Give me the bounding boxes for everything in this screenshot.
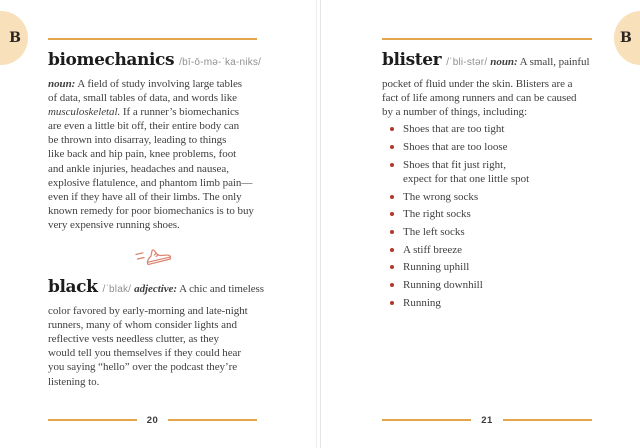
definition-line [48,360,260,374]
definition-line [48,91,260,105]
list-item-line: Running downhill [403,279,483,292]
entry-headline [48,276,264,301]
bullet-icon [390,212,394,216]
list-item-text [403,122,504,136]
definition-text-segment: color favored by early-morning and late-night [48,305,248,318]
definition-text-segment: you saying “hello” over the podcast they’re [48,361,238,374]
definition-line [382,91,594,105]
definition-line [48,133,260,147]
entry-biomechanics [48,49,260,232]
list-item [390,278,594,292]
definition-text-segment: runners, many of whom consider lights and [48,319,237,332]
definition-text-segment: by a number of things, including: [382,106,527,119]
list-item-line: Running uphill [403,261,470,274]
definition-line [382,105,594,119]
list-item-text [403,190,478,204]
definition-line [48,105,260,119]
definition-line [48,375,260,389]
definition-line [48,218,260,232]
bullet-icon [390,195,394,199]
definition-text-segment: very expensive running shoes. [48,218,180,231]
section-letter-tab-right [614,11,640,65]
entry-definition [48,77,260,232]
section-letter: B [9,30,21,46]
entry-headline [48,49,260,74]
footer-rule [48,419,137,420]
definition-text-segment: If a runner’s biomechanics [120,106,240,119]
bullet-icon [390,145,394,149]
list-item-text [403,140,507,154]
entry-divider [48,242,257,271]
definition-line [48,190,260,204]
entry-definition [382,77,594,119]
definition-text-segment: known remedy for poor biomechanics is to buy [48,204,254,217]
list-item-text [403,260,469,274]
list-item-text [403,243,462,257]
definition-text-segment: be thrown into disarray, leading to things [48,134,227,147]
list-item [390,122,594,136]
list-item [390,260,594,274]
definition-line [48,304,260,318]
list-item [390,140,594,154]
definition-line [48,204,260,218]
definition-text-segment: A field of study involving large tables [75,78,243,90]
list-item [390,225,594,239]
section-letter-tab-left [0,11,28,65]
headword: black [48,277,98,298]
header-rule-right-page [382,38,592,40]
list-item [390,207,594,221]
bullet-icon [390,248,394,252]
list-item-line: Running [403,296,441,309]
page-number: 21 [481,414,493,426]
headword: biomechanics [48,50,175,70]
definition-line [48,162,260,176]
definition-text-segment: of data, small tables of data, and words like [48,92,237,105]
definition-text-segment: explosive flatulence, and phantom limb pain— [48,176,253,189]
page-number: 20 [146,414,159,426]
list-item [390,158,594,187]
bullet-icon [390,163,394,167]
list-item-text [403,225,465,239]
footer-rule [503,419,592,420]
pronunciation: /ˈbli-stər/ [446,57,488,68]
definition-text-segment: A chic and timeless [177,283,264,296]
definition-text-segment: reflective vests needless clutter, as they [48,333,219,346]
entry-blister [382,49,594,310]
definition-line [48,77,260,91]
definition-text-segment: listening to. [48,375,100,388]
bullet-icon [390,301,394,305]
entry-headline [382,49,594,74]
left-page-column [48,49,264,389]
section-letter: B [620,30,632,46]
bullet-icon [390,265,394,269]
pronunciation: /bī-ō-mə-ˈka-niks/ [179,57,262,68]
definition-text-segment: like back and hip pain, knee problems, foot [48,148,237,161]
definition-text-segment: musculoskeletal. [48,106,121,119]
footer-rule [168,419,257,420]
bullet-icon [390,127,394,131]
definition-line [382,77,594,91]
left-page-footer [48,414,257,426]
definition-line [48,332,260,346]
definition-text-segment: and ankle injuries, headaches and nausea, [48,162,229,175]
list-item-text [403,207,471,221]
definition-text-segment: would tell you themselves if they could hear [48,347,242,360]
footer-rule [382,419,471,420]
definition-line [48,346,260,360]
page-gutter-line [316,0,317,448]
header-rule-left-page [48,38,257,40]
definition-text-segment: even if they have all of their limbs. The only [48,190,242,203]
entry-definition [48,304,260,389]
running-shoe-icon [135,242,171,266]
pronunciation: /ˈblak/ [102,284,132,296]
bullet-icon [390,230,394,234]
definition-line [48,318,260,332]
list-item-text [403,296,441,310]
right-page-column [382,49,594,313]
list-item [390,243,594,257]
headword: blister [382,50,442,70]
definition-line [48,176,260,190]
definition-line [48,119,260,133]
list-item-line: The right socks [403,208,471,221]
bullet-icon [390,283,394,287]
entry-black [48,276,264,389]
list-item [390,190,594,204]
bullet-list [382,122,594,310]
definition-text-segment: fact of life among runners and can be caused [382,92,577,105]
list-item-text [403,158,529,187]
part-of-speech-label: noun: [490,56,518,68]
definition-text-segment: pocket of fluid under the skin. Blisters are a [382,78,573,90]
list-item-line: Shoes that fit just right, [403,158,506,171]
part-of-speech-label: adjective: [134,283,178,296]
page-gutter-line [320,0,321,448]
list-item-text [403,278,483,292]
list-item-line: Shoes that are too tight [403,123,505,136]
definition-text-segment: are even a little bit off, their entire body can [48,120,240,133]
definition-text-segment: A small, painful [517,56,590,68]
list-item-line: The wrong socks [403,190,479,203]
list-item-line: Shoes that are too loose [403,140,508,153]
list-item-line: The left socks [403,226,465,239]
list-item-line: expect for that one little spot [403,172,530,185]
definition-line [48,147,260,161]
right-page-footer [382,414,592,426]
list-item [390,296,594,310]
list-item-line: A stiff breeze [403,243,463,256]
part-of-speech-label: noun: [48,78,76,90]
